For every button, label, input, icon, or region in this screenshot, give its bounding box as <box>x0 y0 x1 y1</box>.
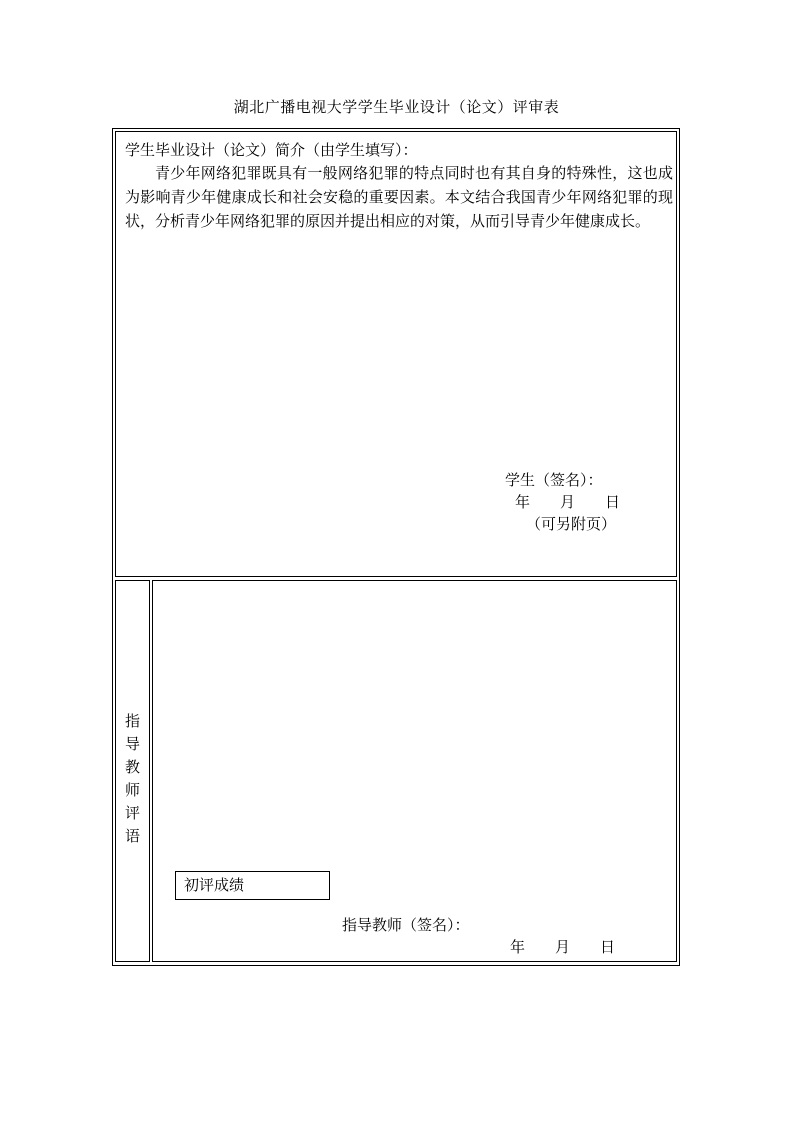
attachment-note: （可另附页） <box>526 515 617 533</box>
label-char: 教 <box>124 758 140 776</box>
advisor-comment-area[interactable] <box>152 580 677 962</box>
student-summary-text[interactable]: 青少年网络犯罪既具有一般网络犯罪的特点同时也有其自身的特殊性，这也成为影响青少年健康成长和社会安稳的重要因素。本文结合我国青少年网络犯罪的现状，分析青少年网络犯罪的原因并提出相应的对策，从而引导青少年健康成长。 <box>125 164 673 230</box>
advisor-comment-label-cell <box>115 580 150 962</box>
label-char: 导 <box>124 735 140 753</box>
label-char: 指 <box>124 712 140 730</box>
advisor-signature-label: 指导教师（签名）： <box>342 916 470 934</box>
student-summary-section <box>115 131 677 577</box>
form-title: 湖北广播电视大学学生毕业设计（论文）评审表 <box>233 98 560 116</box>
initial-grade-field[interactable]: 初评成绩 <box>175 871 330 900</box>
student-summary-heading: 学生毕业设计（论文）简介（由学生填写）： <box>125 141 418 159</box>
label-char: 师 <box>124 781 140 799</box>
student-date-label: 年 月 日 <box>515 493 621 511</box>
label-char: 语 <box>124 827 140 845</box>
student-signature-label: 学生（签名）： <box>505 471 603 489</box>
label-char: 评 <box>124 804 140 822</box>
review-form-table <box>112 128 680 966</box>
advisor-comment-vertical-label <box>116 710 149 848</box>
advisor-date-label: 年 月 日 <box>510 938 616 956</box>
